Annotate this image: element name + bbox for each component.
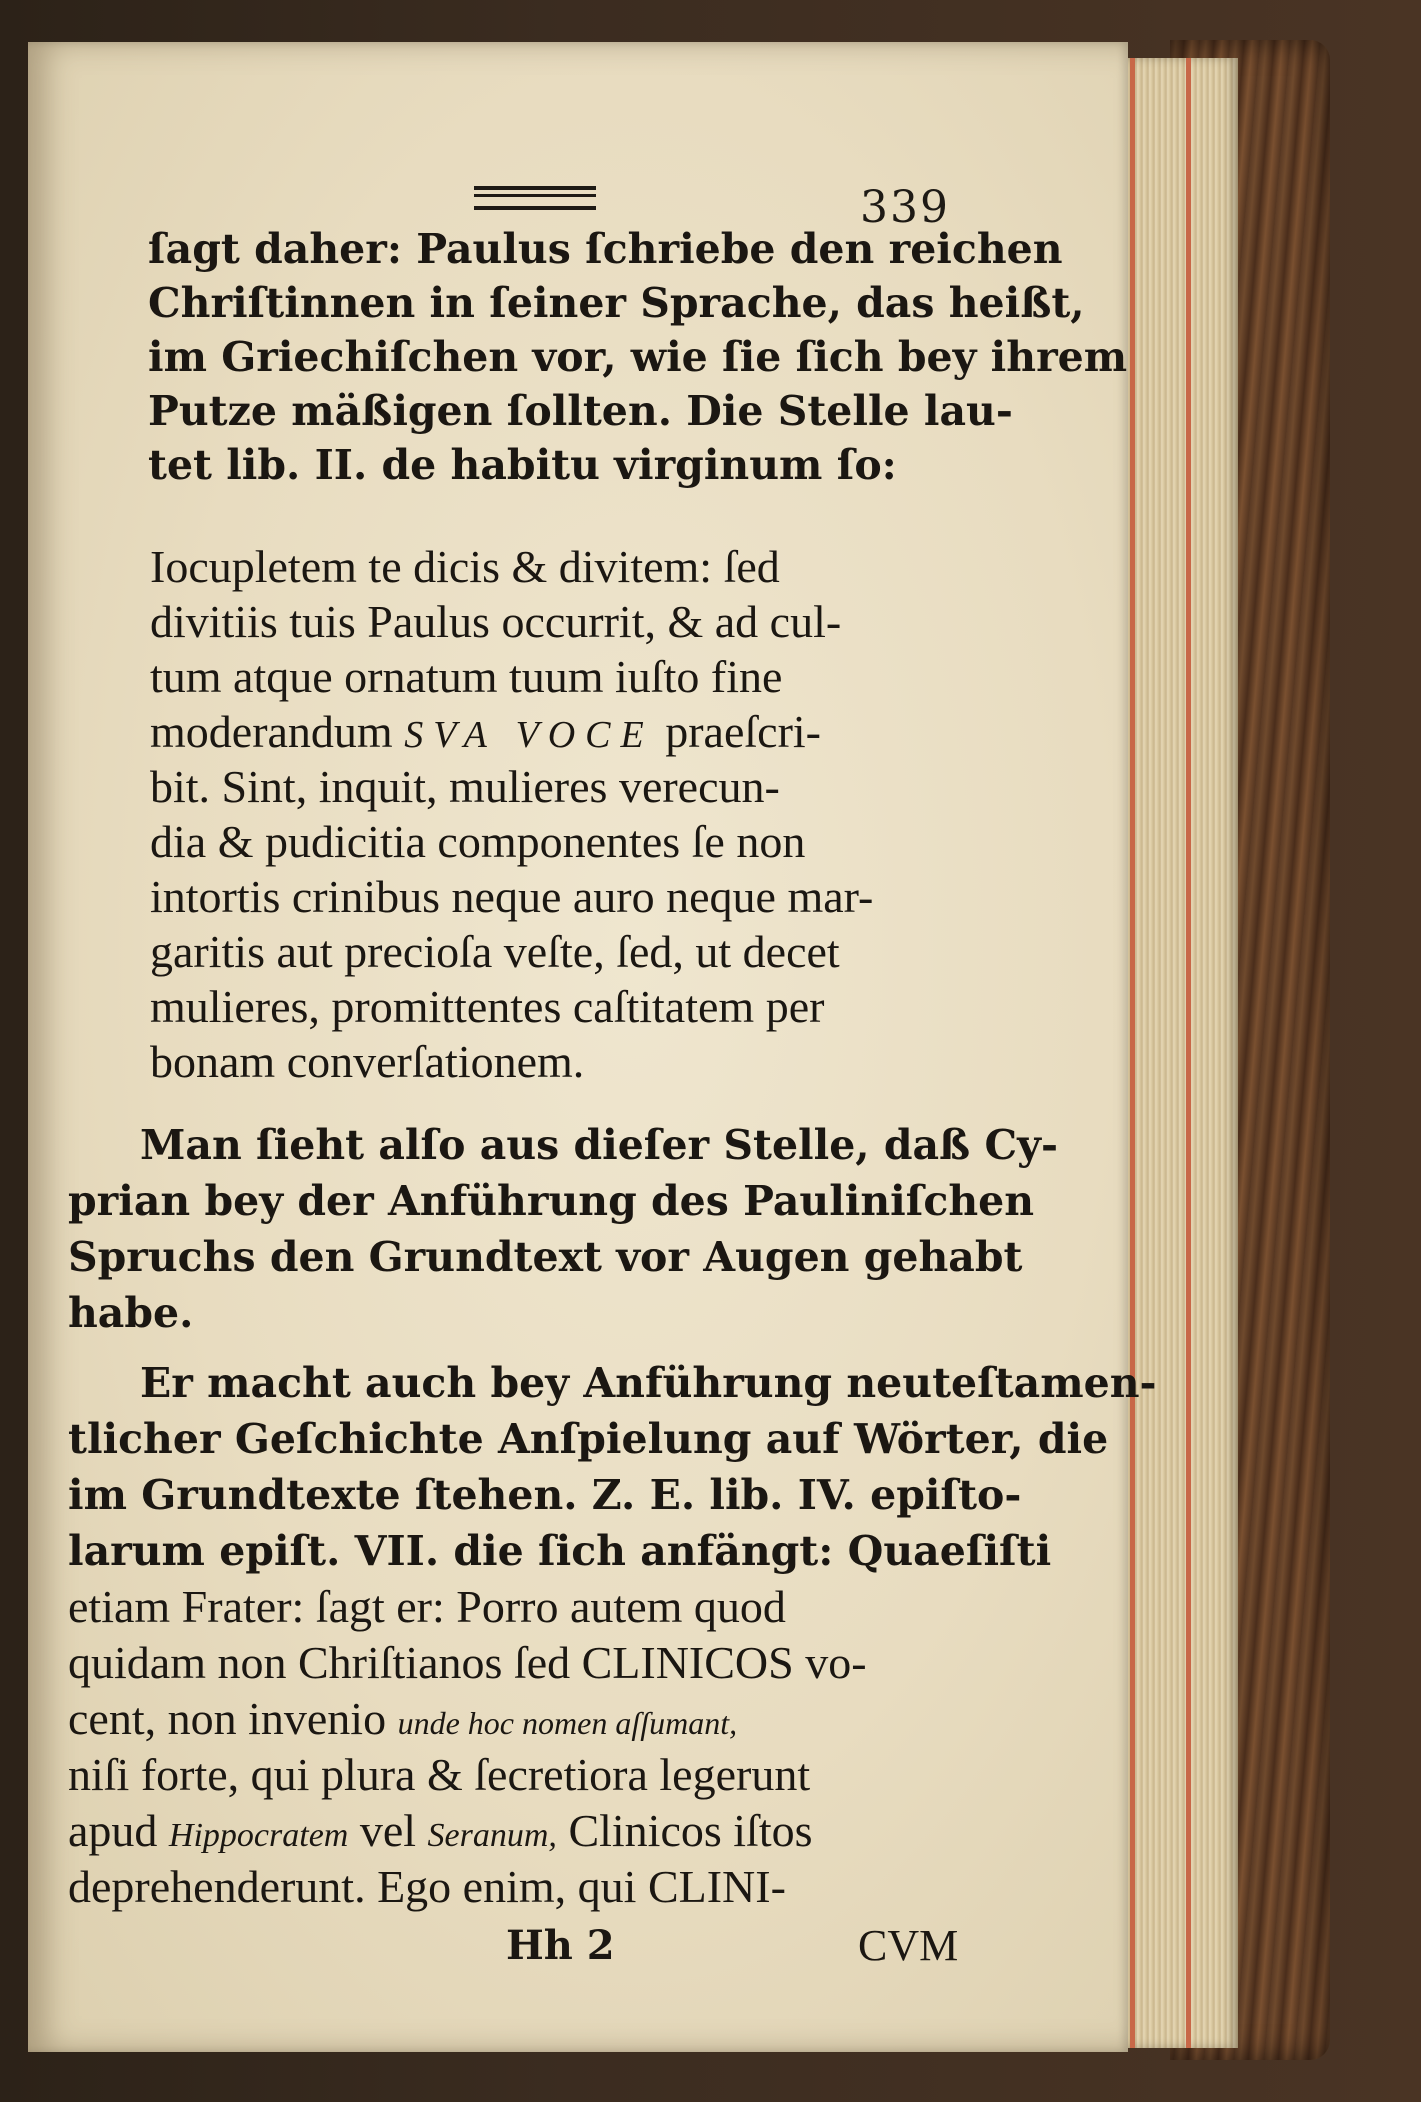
text-line: ſagt daher: Paulus ſchriebe den reichen [148, 225, 1063, 273]
signature-mark: Hh 2 [506, 1922, 615, 1969]
text-line: niſi forte, qui plura & ſecretiora legerunt [68, 1749, 811, 1800]
text-line [68, 1806, 813, 1861]
text-line: bit. Sint, inquit, mulieres verecun- [150, 761, 780, 812]
book-page [28, 42, 1157, 2052]
text-line: Putze mäßigen ſollten. Die Stelle lau- [148, 387, 1013, 435]
text-line: divitiis tuis Paulus occurrit, & ad cul- [150, 596, 842, 647]
italic-name: Seranum, [427, 1817, 557, 1854]
text-line: quidam non Chriſtianos ſed CLINICOS vo- [68, 1637, 867, 1688]
text-run: cent, non invenio [68, 1693, 387, 1744]
text-run: praeſcri- [665, 706, 821, 757]
text-line: Chriſtinnen in ſeiner Sprache, das heißt, [148, 279, 1085, 327]
text-line [68, 1694, 737, 1748]
emphasis-phrase: SVA VOCE [404, 714, 654, 756]
text-run: moderandum [150, 706, 393, 757]
text-run: apud [68, 1805, 158, 1856]
text-line: habe. [68, 1289, 194, 1337]
text-line: Man ſieht alſo aus dieſer Stelle, daß Cy- [140, 1121, 1058, 1169]
italic-phrase: unde hoc nomen aſſumant, [397, 1705, 738, 1741]
header-ornament-rule [474, 186, 596, 210]
text-line: deprehenderunt. Ego enim, qui CLINI- [68, 1861, 786, 1912]
text-line: Er macht auch bey Anführung neuteſtamen- [140, 1359, 1157, 1407]
text-line: intortis crinibus neque auro neque mar- [150, 871, 874, 922]
text-run: Clinicos iſtos [568, 1805, 813, 1856]
italic-name: Hippocratem [168, 1817, 349, 1854]
text-line: dia & pudicitia componentes ſe non [150, 816, 806, 867]
page-number: 339 [860, 182, 950, 233]
page-edge-stripe [1186, 58, 1191, 2048]
text-line: prian bey der Anführung des Pauliniſchen [68, 1177, 1035, 1225]
text-line: etiam Frater: ſagt er: Porro autem quod [68, 1581, 786, 1632]
text-line: Iocupletem te dicis & divitem: ſed [150, 541, 780, 592]
text-line: tum atque ornatum tuum iuſto fine [150, 651, 783, 702]
text-line: mulieres, promittentes caſtitatem per [150, 981, 825, 1032]
text-line: larum epiſt. VII. die ſich anfängt: Quaeſiſti [68, 1527, 1052, 1575]
text-line: tlicher Geſchichte Anſpielung auf Wörter, die [68, 1415, 1109, 1463]
text-line: bonam converſationem. [150, 1036, 585, 1087]
text-run: vel [359, 1805, 417, 1856]
text-line: im Griechiſchen vor, wie ſie ſich bey ihrem [148, 333, 1128, 381]
catchword: CVM [858, 1921, 959, 1970]
text-line: Spruchs den Grundtext vor Augen gehabt [68, 1233, 1023, 1281]
text-line: garitis aut precioſa veſte, ſed, ut decet [150, 926, 840, 977]
text-line: im Grundtexte ſtehen. Z. E. lib. IV. epiſto- [68, 1471, 1022, 1519]
page-edge-stripe [1130, 58, 1135, 2048]
text-line: tet lib. II. de habitu virginum ſo: [148, 441, 897, 489]
text-line [150, 707, 821, 760]
